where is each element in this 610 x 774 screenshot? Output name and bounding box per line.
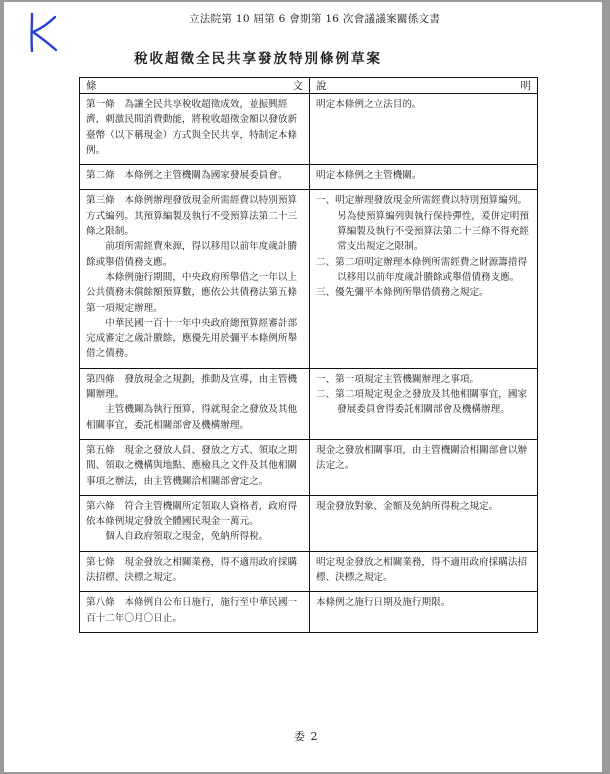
explanation-cell: 一、第一項規定主管機關辦理之事項。 二、第二項規定現金之發放及其他相關事宜，國家發展委員會得委託相關部會及機構辦理。: [310, 368, 538, 439]
article-column-header: 條 文: [80, 78, 310, 94]
table-row: [80, 551, 538, 592]
article-cell: 第八條 本條例自公布日施行，施行至中華民國一百十二年〇月〇日止。: [80, 592, 310, 633]
explanation-cell: 一、明定辦理發放現金所需經費以特別預算編列。另為使預算編列與執行保持彈性，爰併定明預算編製及執行不受預算法第二十三條不得充經常支出規定之限制。 二、第二項明定辦理本條例所需經費之財源籌措得以移用以前年度歲計賸餘或舉借債務支應。 三、優先彌平本條例所舉借債務之規定。: [310, 190, 538, 368]
article-cell: 第一條 為讓全民共享稅收超徵成效，並振興經濟，刺激民間消費動能，將稅收超徵金額以發放新臺幣（以下稱現金）方式與全民共享，特制定本條例。: [80, 94, 310, 165]
handwritten-k-mark: [26, 10, 62, 54]
bill-title: 稅收超徵全民共享發放特別條例草案: [134, 51, 382, 67]
explanation-cell: 明定本條例之立法目的。: [310, 94, 538, 165]
article-cell: 第六條 符合主管機關所定領取人資格者，政府得依本條例規定發放全體國民現金一萬元。 個人自政府領取之現金，免納所得稅。: [80, 495, 310, 551]
explanation-cell: 明定現金發放之相關業務，得不適用政府採購法招標、決標之規定。: [310, 551, 538, 592]
article-cell: 第三條 本條例辦理發放現金所需經費以特別預算方式編列。其預算編製及執行不受預算法第二十三條之限制。 前項所需經費來源，得以移用以前年度歲計賸餘或舉借債務支應。 本條例施行期間，中央政府所舉借之一年以上公共債務未償餘額預算數，應依公共債務法第五條第一項規定辦理。 中華民國一百十一年中央政府總預算經審計部完成審定之歲計賸餘，應優先用於彌平本條例所舉借之債務。: [80, 190, 310, 368]
table-row: [80, 190, 538, 368]
table-row: [80, 94, 538, 165]
table-row: [80, 165, 538, 190]
article-cell: 第五條 現金之發放人員、發放之方式、領取之期間、領取之機構與地點、應檢具之文件及其他相關事項之辦法，由主管機關洽相關部會定之。: [80, 439, 310, 495]
explanation-cell: 明定本條例之主管機關。: [310, 165, 538, 190]
table-row: [80, 439, 538, 495]
article-cell: 第二條 本條例之主管機關為國家發展委員會。: [80, 165, 310, 190]
table-row: [80, 592, 538, 633]
article-cell: 第七條 現金發放之相關業務，得不適用政府採購法招標、決標之規定。: [80, 551, 310, 592]
table-row: [80, 368, 538, 439]
explanation-cell: 本條例之施行日期及施行期限。: [310, 592, 538, 633]
page-number: 委 2: [294, 730, 319, 743]
explanation-column-header: 說 明: [310, 78, 538, 94]
bill-comparison-table: [79, 77, 538, 633]
explanation-cell: 現金發放對象、金額及免納所得稅之規定。: [310, 495, 538, 551]
table-row: [80, 495, 538, 551]
article-cell: 第四條 發放現金之規劃，推動及宣導，由主管機關辦理。 主管機關為執行預算，得就現金之發放及其他相關事宜，委託相關部會及機構辦理。: [80, 368, 310, 439]
document-header: 立法院第 10 屆第 6 會期第 16 次會議議案關係文書: [189, 13, 441, 25]
document-page: [4, 2, 602, 772]
explanation-cell: 現金之發放相關事項，由主管機關洽相關部會以辦法定之。: [310, 439, 538, 495]
